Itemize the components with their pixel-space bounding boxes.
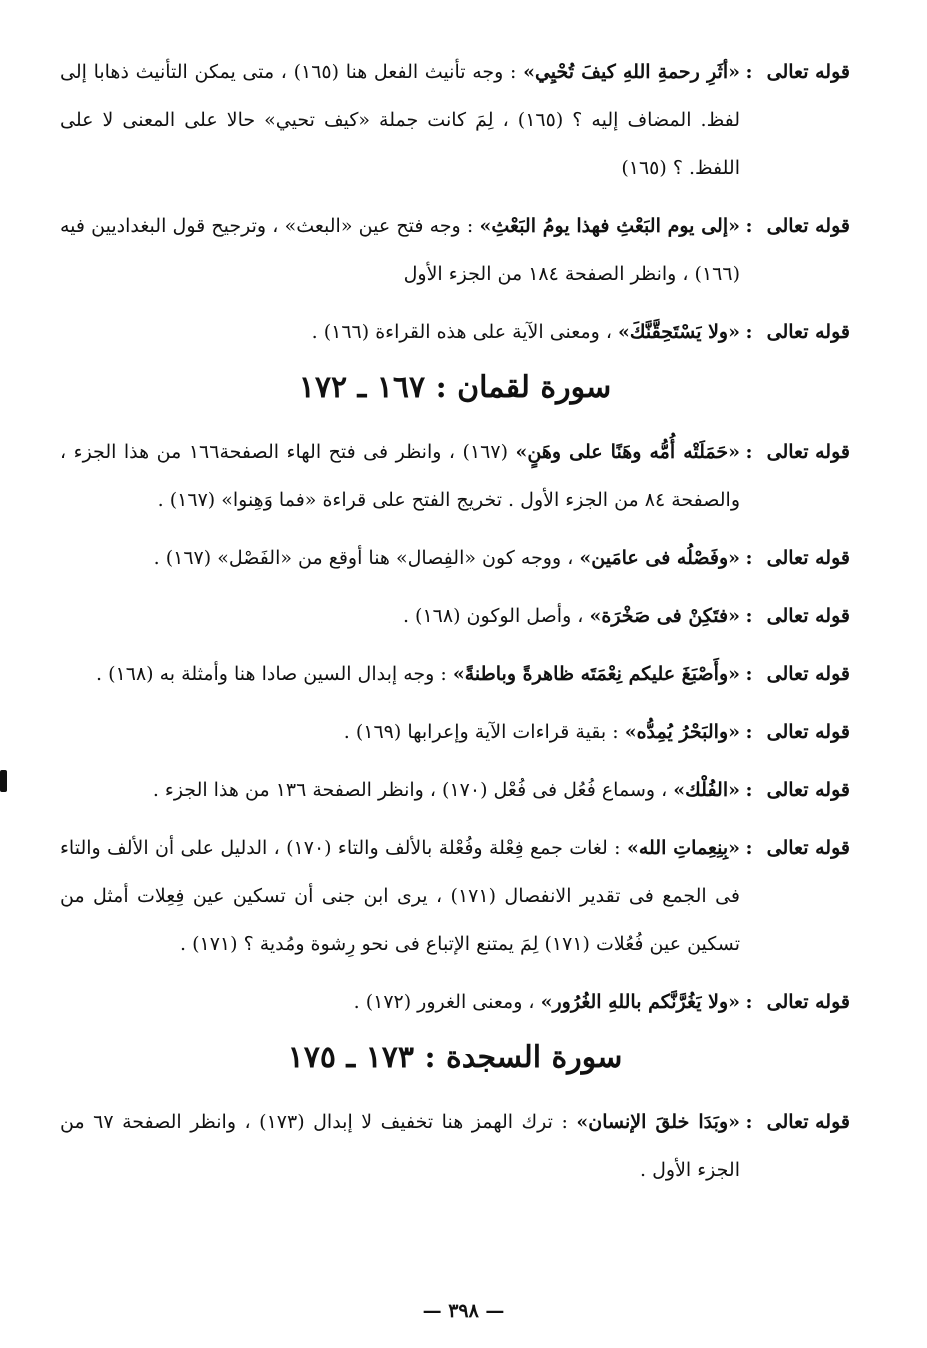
entry: [60, 708, 850, 756]
entry-body: [60, 650, 740, 698]
entry-colon: :: [745, 991, 753, 1013]
section-heading: سورة لقمان : ١٦٧ ـ ١٧٢: [298, 370, 612, 405]
entry-colon: :: [745, 1111, 753, 1133]
entry-text: ، ومعنى الآية على هذه القراءة (١٦٦) .: [311, 321, 612, 343]
binding-mark: [0, 770, 7, 792]
verse-quote: «وبَدَا خلقَ الإنسان»: [576, 1111, 740, 1133]
entry-text: ، وسماع فُعُل فى فُعْل (١٧٠) ، وانظر الصفحة ١٣٦ من هذا الجزء .: [152, 779, 668, 801]
entry-body: [60, 48, 740, 192]
entry-label: قوله تعالى: [766, 991, 850, 1013]
entry: [60, 592, 850, 640]
verse-quote: «وأَصْبَغَ عليكم نِعْمَتَه ظاهرةً وباطنةً»: [452, 663, 740, 685]
entry-colon: :: [745, 721, 753, 743]
entry: [60, 650, 850, 698]
verse-quote: «وفَصْلُه فى عامَين»: [579, 547, 740, 569]
entry-text: ، ومعنى الغرور (١٧٢) .: [353, 991, 535, 1013]
entry-label: قوله تعالى: [766, 215, 850, 237]
entry-label: قوله تعالى: [766, 547, 850, 569]
entry-body: [60, 592, 740, 640]
entry-colon: :: [745, 321, 753, 343]
entry-body: [60, 766, 740, 814]
section-heading: سورة السجدة : ١٧٣ ـ ١٧٥: [287, 1040, 623, 1075]
entry-label: قوله تعالى: [766, 1111, 850, 1133]
entry-label: قوله تعالى: [766, 605, 850, 627]
entry: [60, 824, 850, 968]
entry-colon: :: [745, 663, 753, 685]
verse-quote: «إلى يوم البَعْثِ فهذا يومُ البَعْثِ»: [479, 215, 741, 237]
entry-body: [60, 708, 740, 756]
entry: [60, 48, 850, 192]
entry-colon: :: [745, 779, 753, 801]
entry-label: قوله تعالى: [766, 721, 850, 743]
verse-quote: «والبَحْرُ يُمِدُّه»: [624, 721, 740, 743]
verse-quote: «بِنِعِماتِ الله»: [626, 837, 741, 859]
entry-text: ، ووجه كون «الفِصال» هنا أوقع من «الفَصْل» (١٦٧) .: [153, 547, 574, 569]
entry-colon: :: [745, 61, 753, 83]
entry-body: [60, 308, 740, 356]
verse-quote: «حَمَلَتْه أُمُّه وهَنًا على وهَنٍ»: [515, 441, 741, 463]
entry-colon: :: [745, 547, 753, 569]
entry-body: [60, 1098, 740, 1194]
entry: [60, 308, 850, 356]
entry-label: قوله تعالى: [766, 663, 850, 685]
entry-body: [60, 202, 740, 298]
entry-label: قوله تعالى: [766, 441, 850, 463]
entry-colon: :: [745, 605, 753, 627]
entry-text: ، وأصل الوكون (١٦٨) .: [402, 605, 584, 627]
verse-quote: «أثَرِ رحمةِ اللهِ كيفَ تُحْيِي»: [523, 61, 741, 83]
verse-quote: «الفُلْك»: [673, 779, 740, 801]
entry-text: : لغات جمع فِعْلة وفُعْلة بالألف والتاء (١٧٠) ، الدليل على أن الألف والتاء فى الجمع فى تقدير الانفصال (١٧١) ، يرى ابن جنى أن تسكين عين فِعِلات أمثل من تسكين عين فُعُلات (١٧١) لِمَ يمتنع الإتباع فى نحو رِشوة ومُدية ؟ (١٧١) .: [60, 837, 740, 955]
entry-label: قوله تعالى: [766, 837, 850, 859]
entry-text: : وجه فتح عين «البعث» ، وترجيح قول البغداديين فيه (١٦٦) ، وانظر الصفحة ١٨٤ من الجزء الأول: [60, 215, 740, 285]
entry-label: قوله تعالى: [766, 321, 850, 343]
entry: [60, 202, 850, 298]
entry-label: قوله تعالى: [766, 779, 850, 801]
entry: [60, 766, 850, 814]
entry-body: [60, 978, 740, 1026]
verse-quote: «ولا يَغُرَّنَّكم باللهِ الغُرُور»: [540, 991, 740, 1013]
entry-body: [60, 534, 740, 582]
page-number: — ٣٩٨ —: [422, 1300, 505, 1322]
entry-text: (١٦٧) ، وانظر فى فتح الهاء الصفحة١٦٦ من هذا الجزء ، والصفحة ٨٤ من الجزء الأول . تخريج الفتح على قراءة «فما وَهِنوا» (١٦٧) .: [60, 441, 740, 511]
entry-body: [60, 824, 740, 968]
entry-colon: :: [745, 837, 753, 859]
entry-text: : وجه إبدال السين صادا هنا وأمثلة به (١٦٨) .: [96, 663, 447, 685]
entry: [60, 1098, 850, 1194]
entry-colon: :: [745, 441, 753, 463]
entry-text: : بقية قراءات الآية وإعرابها (١٦٩) .: [343, 721, 619, 743]
verse-quote: «فتَكِنْ فى صَخْرَة»: [589, 605, 740, 627]
entry: [60, 428, 850, 524]
entry-text: : وجه تأنيث الفعل هنا (١٦٥) ، متى يمكن التأنيث ذهابا إلى لفظ. المضاف إليه ؟ (١٦٥) ، لِمَ كانت جملة «كيف تحيي» حالا على المعنى لا على اللفظ. ؟ (١٦٥): [60, 61, 741, 179]
entry: [60, 978, 850, 1026]
entry-body: [60, 428, 740, 524]
entry-label: قوله تعالى: [766, 61, 850, 83]
entry-colon: :: [745, 215, 753, 237]
verse-quote: «ولا يَسْتَحِقَّنَّكَ»: [618, 321, 740, 343]
entry-text: : ترك الهمز هنا تخفيف لا إبدال (١٧٣) ، وانظر الصفحة ٦٧ من الجزء الأول .: [60, 1111, 740, 1181]
entry: [60, 534, 850, 582]
page-content: [60, 48, 850, 1204]
